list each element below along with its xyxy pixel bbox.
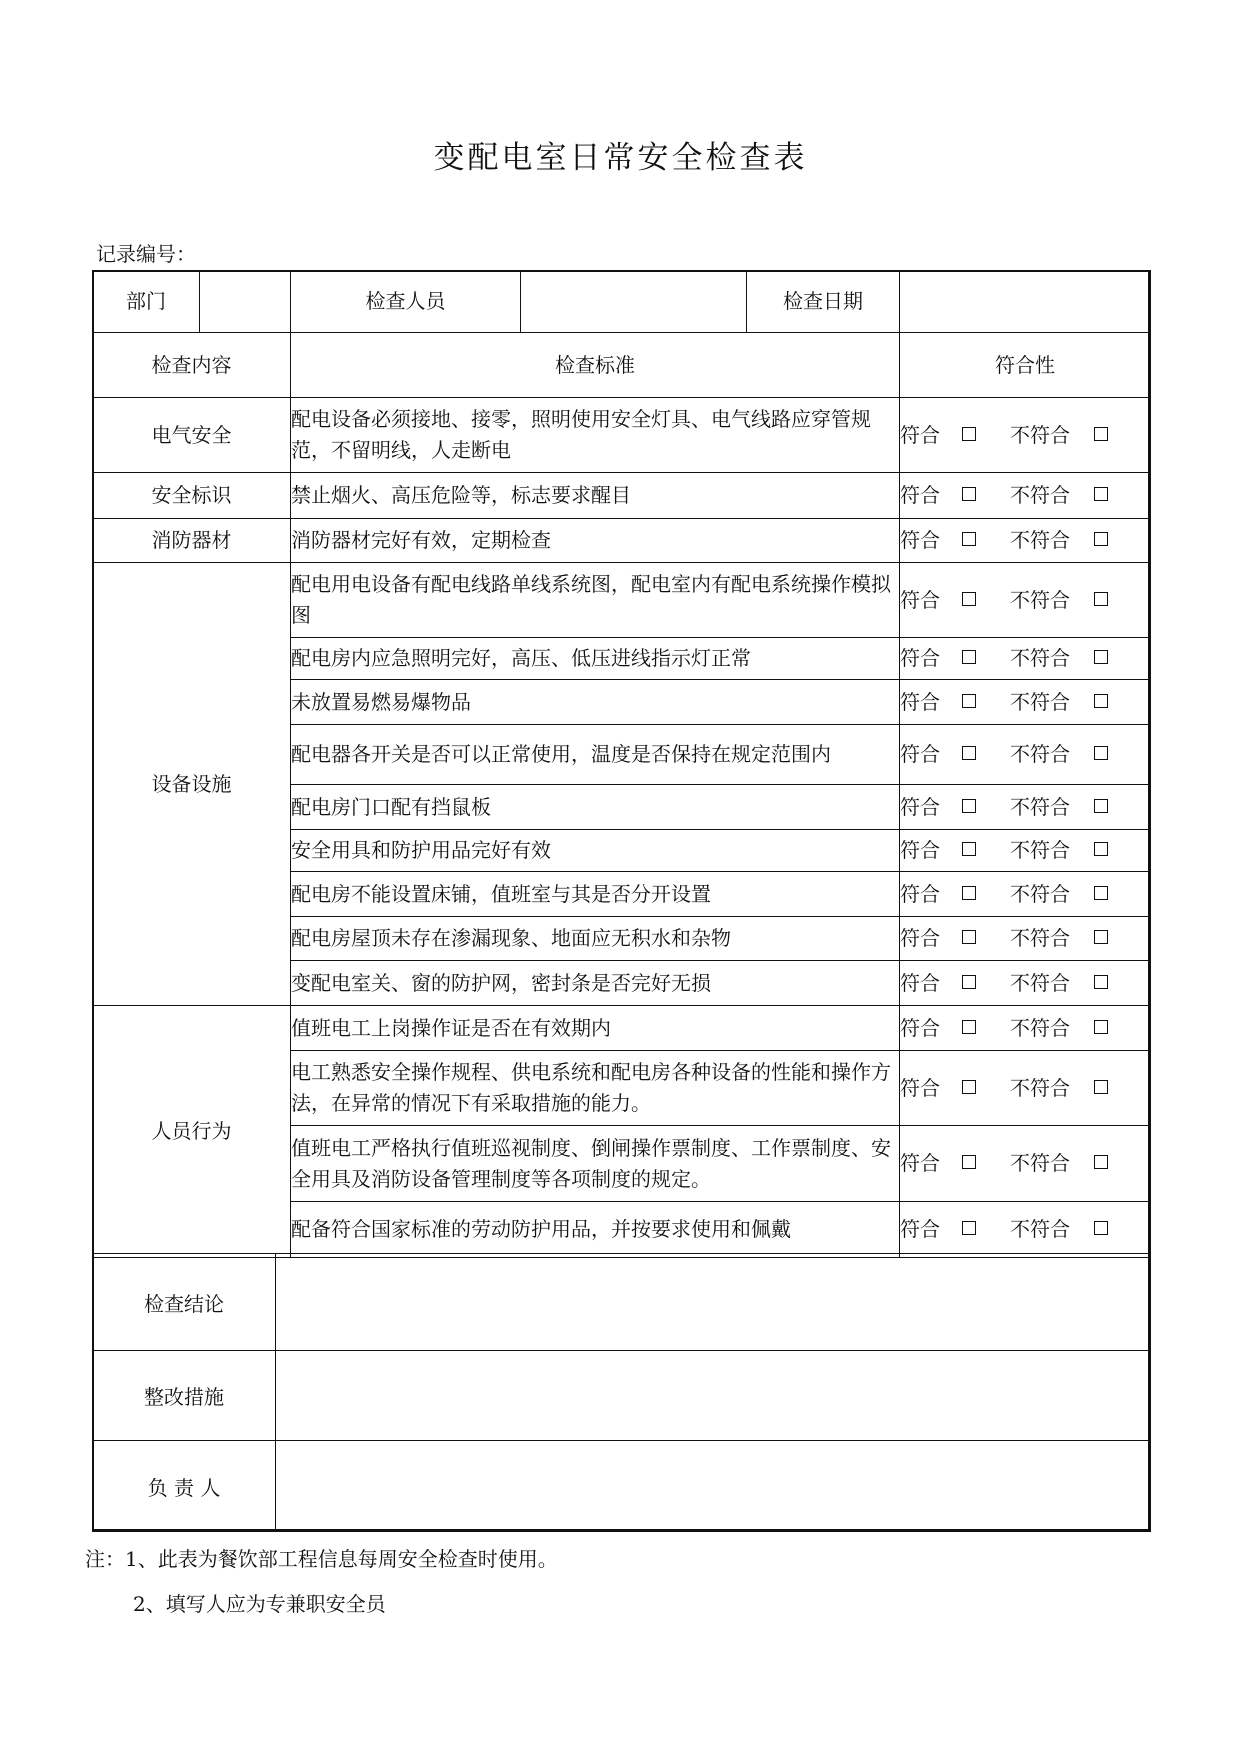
checkbox-icon[interactable] xyxy=(962,1221,976,1235)
conform-option[interactable] xyxy=(900,480,1010,511)
conform-option[interactable] xyxy=(900,1073,1010,1104)
checkbox-icon[interactable] xyxy=(962,694,976,708)
conclusion-row xyxy=(93,1254,1151,1351)
nonconform-option[interactable] xyxy=(1010,835,1108,866)
checkbox-icon[interactable] xyxy=(962,746,976,760)
conclusion-field[interactable] xyxy=(276,1254,1151,1351)
col-standard-header: 检查标准 xyxy=(291,333,900,398)
nonconform-option-label: 不符合 xyxy=(1010,970,1070,995)
checkbox-icon[interactable] xyxy=(962,427,976,441)
conform-option-label: 符合 xyxy=(900,1151,940,1175)
conformity-cell xyxy=(900,917,1151,961)
inspector-field[interactable] xyxy=(521,271,747,333)
standard-cell: 配电房内应急照明完好，高压、低压进线指示灯正常 xyxy=(291,638,900,680)
checklist-row xyxy=(93,563,1151,638)
conformity-cell xyxy=(900,563,1151,638)
category-cell: 人员行为 xyxy=(93,1006,291,1258)
checkbox-icon[interactable] xyxy=(962,930,976,944)
conform-option[interactable] xyxy=(900,1013,1010,1044)
conformity-cell xyxy=(900,1051,1151,1126)
checkbox-icon[interactable] xyxy=(1094,427,1108,441)
nonconform-option-label: 不符合 xyxy=(1010,587,1070,612)
checkbox-icon[interactable] xyxy=(1094,799,1108,813)
nonconform-option-label: 不符合 xyxy=(1010,1075,1070,1100)
nonconform-option-label: 不符合 xyxy=(1010,794,1070,819)
category-cell: 设备设施 xyxy=(93,563,291,1006)
conform-option[interactable] xyxy=(900,420,1010,451)
column-header-row xyxy=(93,333,1151,398)
checklist-row xyxy=(93,1006,1151,1051)
nonconform-option-label: 不符合 xyxy=(1010,528,1070,552)
checkbox-icon[interactable] xyxy=(962,1080,976,1094)
nonconform-option[interactable] xyxy=(1010,792,1108,823)
standard-cell: 配电用电设备有配电线路单线系统图，配电室内有配电系统操作模拟图 xyxy=(291,563,900,638)
nonconform-option[interactable] xyxy=(1010,643,1108,674)
date-field[interactable] xyxy=(900,271,1151,333)
conform-option-label: 符合 xyxy=(900,1075,940,1100)
nonconform-option-label: 不符合 xyxy=(1010,483,1070,507)
checkbox-icon[interactable] xyxy=(1094,1221,1108,1235)
checkbox-icon[interactable] xyxy=(1094,532,1108,546)
standard-cell: 变配电室关、窗的防护网，密封条是否完好无损 xyxy=(291,961,900,1006)
standard-cell: 未放置易燃易爆物品 xyxy=(291,680,900,725)
conform-option[interactable] xyxy=(900,525,1010,556)
checkbox-icon[interactable] xyxy=(962,1155,976,1169)
checkbox-icon[interactable] xyxy=(962,487,976,501)
conformity-cell xyxy=(900,1126,1151,1202)
conform-option-label: 符合 xyxy=(900,1217,940,1241)
conformity-cell xyxy=(900,473,1151,519)
conformity-cell xyxy=(900,638,1151,680)
nonconform-option-label: 不符合 xyxy=(1010,646,1070,670)
conform-option[interactable] xyxy=(900,1148,1010,1179)
note-1: 注：1、此表为餐饮部工程信息每周安全检查时使用。 xyxy=(85,1547,558,1571)
nonconform-option[interactable] xyxy=(1010,525,1108,556)
checkbox-icon[interactable] xyxy=(962,1020,976,1034)
checkbox-icon[interactable] xyxy=(1094,975,1108,989)
checkbox-icon[interactable] xyxy=(1094,1020,1108,1034)
conform-option-label: 符合 xyxy=(900,794,940,819)
checkbox-icon[interactable] xyxy=(962,532,976,546)
conform-option-label: 符合 xyxy=(900,881,940,906)
checklist-table xyxy=(92,270,1151,1258)
date-label: 检查日期 xyxy=(747,271,900,333)
conformity-cell xyxy=(900,785,1151,830)
conform-option[interactable] xyxy=(900,792,1010,823)
nonconform-option[interactable] xyxy=(1010,1073,1108,1104)
nonconform-option-label: 不符合 xyxy=(1010,742,1070,766)
checkbox-icon[interactable] xyxy=(1094,694,1108,708)
standard-cell: 配电房屋顶未存在渗漏现象、地面应无积水和杂物 xyxy=(291,917,900,961)
checkbox-icon[interactable] xyxy=(1094,650,1108,664)
checkbox-icon[interactable] xyxy=(1094,1080,1108,1094)
nonconform-option-label: 不符合 xyxy=(1010,422,1070,447)
conform-option-label: 符合 xyxy=(900,742,940,766)
conform-option-label: 符合 xyxy=(900,646,940,670)
standard-cell: 值班电工上岗操作证是否在有效期内 xyxy=(291,1006,900,1051)
checkbox-icon[interactable] xyxy=(962,842,976,856)
category-cell: 电气安全 xyxy=(93,398,291,473)
standard-cell: 配电房不能设置床铺，值班室与其是否分开设置 xyxy=(291,872,900,917)
checkbox-icon[interactable] xyxy=(1094,930,1108,944)
rectification-row xyxy=(93,1351,1151,1441)
checkbox-icon[interactable] xyxy=(1094,1155,1108,1169)
standard-cell: 安全用具和防护用品完好有效 xyxy=(291,830,900,872)
nonconform-option[interactable] xyxy=(1010,739,1108,770)
checkbox-icon[interactable] xyxy=(1094,842,1108,856)
nonconform-option-label: 不符合 xyxy=(1010,881,1070,906)
dept-field[interactable] xyxy=(200,271,291,333)
responsible-row xyxy=(93,1441,1151,1532)
nonconform-option[interactable] xyxy=(1010,585,1108,616)
nonconform-option[interactable] xyxy=(1010,687,1108,718)
conform-option[interactable] xyxy=(900,643,1010,674)
nonconform-option[interactable] xyxy=(1010,1013,1108,1044)
record-number-label: 记录编号： xyxy=(96,242,196,266)
nonconform-option-label: 不符合 xyxy=(1010,926,1070,950)
conform-option-label: 符合 xyxy=(900,422,940,447)
conformity-cell xyxy=(900,680,1151,725)
conform-option[interactable] xyxy=(900,585,1010,616)
conform-option-label: 符合 xyxy=(900,926,940,950)
conformity-cell xyxy=(900,398,1151,473)
category-cell: 安全标识 xyxy=(93,473,291,519)
standard-cell: 配电设备必须接地、接零，照明使用安全灯具、电气线路应穿管规范，不留明线，人走断电 xyxy=(291,398,900,473)
header-row xyxy=(93,271,1151,333)
checkbox-icon[interactable] xyxy=(1094,886,1108,900)
summary-table xyxy=(92,1253,1151,1532)
checkbox-icon[interactable] xyxy=(962,975,976,989)
responsible-label: 负 责 人 xyxy=(93,1441,276,1532)
dept-label: 部门 xyxy=(93,271,200,333)
conform-option[interactable] xyxy=(900,739,1010,770)
standard-cell: 电工熟悉安全操作规程、供电系统和配电房各种设备的性能和操作方法，在异常的情况下有采取措施的能力。 xyxy=(291,1051,900,1126)
standard-cell: 配电器各开关是否可以正常使用，温度是否保持在规定范围内 xyxy=(291,725,900,785)
conformity-cell xyxy=(900,1006,1151,1051)
conformity-cell xyxy=(900,872,1151,917)
conform-option[interactable] xyxy=(900,968,1010,999)
col-content-header: 检查内容 xyxy=(93,333,291,398)
checkbox-icon[interactable] xyxy=(962,592,976,606)
nonconform-option-label: 不符合 xyxy=(1010,689,1070,714)
standard-cell: 消防器材完好有效，定期检查 xyxy=(291,519,900,563)
checkbox-icon[interactable] xyxy=(1094,592,1108,606)
category-cell: 消防器材 xyxy=(93,519,291,563)
conformity-cell xyxy=(900,961,1151,1006)
nonconform-option[interactable] xyxy=(1010,480,1108,511)
checkbox-icon[interactable] xyxy=(1094,746,1108,760)
page-title: 变配电室日常安全检查表 xyxy=(433,140,808,176)
checklist-row xyxy=(93,398,1151,473)
note-2: 2、填写人应为专兼职安全员 xyxy=(133,1592,386,1616)
standard-cell: 配备符合国家标准的劳动防护用品，并按要求使用和佩戴 xyxy=(291,1202,900,1258)
conclusion-label: 检查结论 xyxy=(93,1254,276,1351)
conform-option[interactable] xyxy=(900,923,1010,954)
standard-cell: 禁止烟火、高压危险等，标志要求醒目 xyxy=(291,473,900,519)
checklist-row xyxy=(93,519,1151,563)
checkbox-icon[interactable] xyxy=(962,799,976,813)
standard-cell: 值班电工严格执行值班巡视制度、倒闸操作票制度、工作票制度、安全用具及消防设备管理制度等各项制度的规定。 xyxy=(291,1126,900,1202)
checklist-row xyxy=(93,473,1151,519)
nonconform-option-label: 不符合 xyxy=(1010,1217,1070,1241)
conform-option-label: 符合 xyxy=(900,970,940,995)
checkbox-icon[interactable] xyxy=(962,886,976,900)
inspector-label: 检查人员 xyxy=(291,271,521,333)
conformity-cell xyxy=(900,1202,1151,1258)
nonconform-option[interactable] xyxy=(1010,1148,1108,1179)
conform-option-label: 符合 xyxy=(900,838,940,862)
conform-option-label: 符合 xyxy=(900,483,940,507)
responsible-field[interactable] xyxy=(276,1441,1151,1532)
conform-option[interactable] xyxy=(900,835,1010,866)
checkbox-icon[interactable] xyxy=(1094,487,1108,501)
checkbox-icon[interactable] xyxy=(962,650,976,664)
rectification-label: 整改措施 xyxy=(93,1351,276,1441)
nonconform-option-label: 不符合 xyxy=(1010,838,1070,862)
nonconform-option[interactable] xyxy=(1010,879,1108,910)
conform-option[interactable] xyxy=(900,879,1010,910)
conform-option[interactable] xyxy=(900,687,1010,718)
conformity-cell xyxy=(900,830,1151,872)
nonconform-option[interactable] xyxy=(1010,420,1108,451)
inspection-form xyxy=(92,270,1150,1531)
conform-option-label: 符合 xyxy=(900,528,940,552)
conformity-cell xyxy=(900,519,1151,563)
col-conformity-header: 符合性 xyxy=(900,333,1151,398)
nonconform-option-label: 不符合 xyxy=(1010,1151,1070,1175)
nonconform-option-label: 不符合 xyxy=(1010,1015,1070,1040)
conform-option-label: 符合 xyxy=(900,587,940,612)
rectification-field[interactable] xyxy=(276,1351,1151,1441)
conform-option-label: 符合 xyxy=(900,689,940,714)
conformity-cell xyxy=(900,725,1151,785)
conform-option[interactable] xyxy=(900,1214,1010,1245)
nonconform-option[interactable] xyxy=(1010,1214,1108,1245)
conform-option-label: 符合 xyxy=(900,1015,940,1040)
standard-cell: 配电房门口配有挡鼠板 xyxy=(291,785,900,830)
nonconform-option[interactable] xyxy=(1010,968,1108,999)
nonconform-option[interactable] xyxy=(1010,923,1108,954)
